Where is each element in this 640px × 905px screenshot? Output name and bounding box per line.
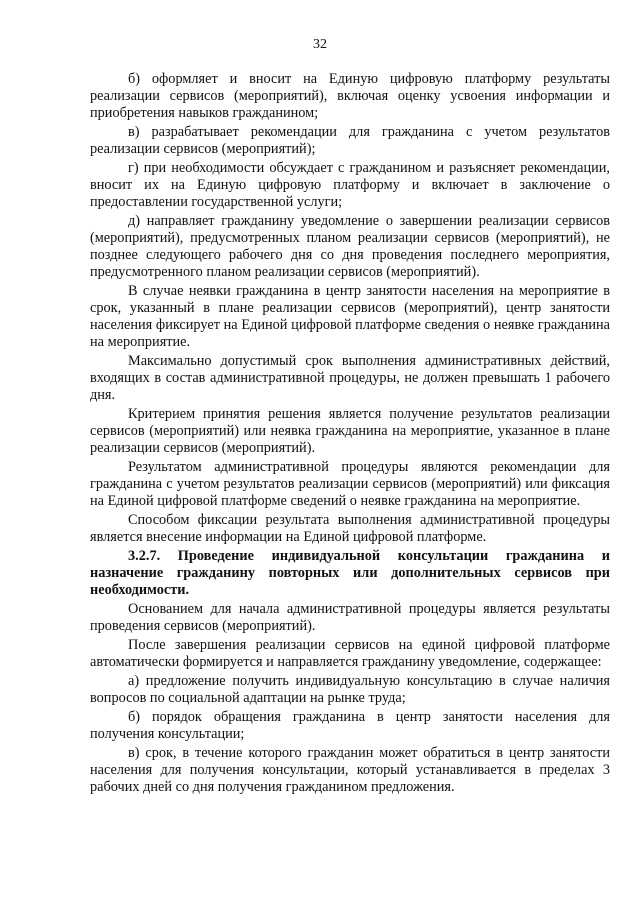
paragraph-item-d: д) направляет гражданину уведомление о завершении реализации сервисов (мероприятий), предусмотренных планом реализации сервисов (мероприятий), не позднее следующего рабочего дня со дня проведения последнего мероприятия, предусмотренного планом реализации сервисов (мероприятий). (90, 213, 610, 280)
paragraph-result: Результатом административной процедуры являются рекомендации для гражданина с учетом результатов реализации сервисов (мероприятий) или фиксация на Единой цифровой платформе сведений о неявке гражданина на мероприятие. (90, 459, 610, 509)
paragraph-item-b-2: б) порядок обращения гражданина в центр занятости населения для получения консультации; (90, 709, 610, 742)
paragraph-max-time: Максимально допустимый срок выполнения административных действий, входящих в состав административной процедуры, не должен превышать 1 рабочего дня. (90, 353, 610, 403)
paragraph-fixation-method: Способом фиксации результата выполнения административной процедуры является внесение информации на Единой цифровой платформе. (90, 512, 610, 545)
paragraph-no-show: В случае неявки гражданина в центр занятости населения на мероприятие в срок, указанный в плане реализации сервисов (мероприятий), центр занятости населения фиксирует на Единой цифровой платформе сведения о неявке гражданина на мероприятие. (90, 283, 610, 350)
paragraph-item-b: б) оформляет и вносит на Единую цифровую платформу результаты реализации сервисов (мероприятий), включая оценку усвоения информации и приобретения навыков гражданином; (90, 71, 610, 121)
paragraph-decision-criterion: Критерием принятия решения является получение результатов реализации сервисов (мероприятий) или неявка гражданина на мероприятие, указанное в плане реализации сервисов (мероприятий). (90, 406, 610, 456)
paragraph-basis: Основанием для начала административной процедуры является результаты проведения сервисов (мероприятий). (90, 601, 610, 634)
paragraph-item-v: в) разрабатывает рекомендации для гражданина с учетом результатов реализации сервисов (мероприятий); (90, 124, 610, 157)
page-number: 32 (313, 37, 327, 52)
section-heading-3-2-7: 3.2.7. Проведение индивидуальной консультации гражданина и назначение гражданину повторных или дополнительных сервисов при необходимости. (90, 548, 610, 598)
paragraph-item-a: а) предложение получить индивидуальную консультацию в случае наличия вопросов по социальной адаптации на рынке труда; (90, 673, 610, 706)
paragraph-item-v-2: в) срок, в течение которого гражданин может обратиться в центр занятости населения для получения консультации, который устанавливается в пределах 3 рабочих дней со дня получения гражданином предложения. (90, 745, 610, 795)
document-body (90, 71, 610, 796)
paragraph-item-g: г) при необходимости обсуждает с гражданином и разъясняет рекомендации, вносит их на Единую цифровую платформу и включает в заключение о предоставлении государственной услуги; (90, 160, 610, 210)
paragraph-notification: После завершения реализации сервисов на единой цифровой платформе автоматически формируется и направляется гражданину уведомление, содержащее: (90, 637, 610, 670)
